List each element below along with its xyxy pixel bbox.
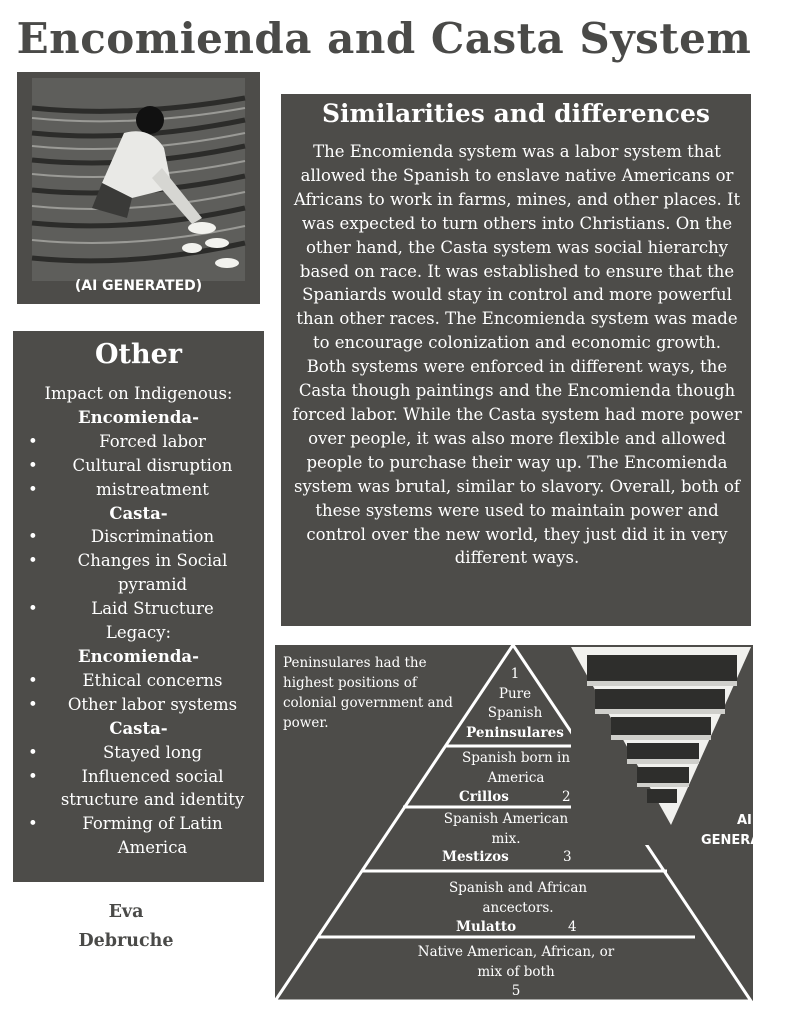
page-title: Encomienda and Casta System [16, 14, 752, 63]
ai-generated-caption-2 [701, 811, 788, 851]
level-4 [423, 879, 613, 918]
level-4-number: 4 [568, 919, 577, 935]
other-bullet-item: • Other labor systems [13, 693, 264, 717]
level-4-name: Mulatto [456, 919, 517, 935]
similarities-panel [281, 94, 751, 626]
other-bullet-item: • Changes in Social pyramid [13, 549, 264, 597]
other-bullet-item: • Stayed long [13, 741, 264, 765]
ai-caption-line-2: GENERATED [701, 833, 788, 848]
level-2-number: 2 [562, 789, 571, 805]
similarities-heading: Similarities and differences [321, 99, 710, 128]
level-3 [431, 810, 581, 849]
other-subheading: Encomienda- [78, 407, 199, 427]
other-bullet-item: • Laid Structure [13, 597, 264, 621]
level-2 [445, 749, 587, 788]
casta-painting-image-panel [571, 645, 788, 848]
level-1-number: 1 [510, 666, 520, 682]
other-bullet-item: • Cultural disruption [13, 454, 264, 478]
level-2-name: Crillos [459, 789, 509, 805]
other-subheading: Casta- [109, 503, 168, 523]
level-3-desc: Spanish American mix. [443, 811, 569, 847]
ai-caption-line-1: AI [737, 813, 752, 828]
similarities-body: The Encomienda system was a labor system that allowed the Spanish to enslave native Americans or Africans to work in farms, mines, and other places. It was expected to turn others into Christians. On the other hand, the Casta system was social hierarchy based on race. It was established to ensure that the Spaniards would stay in control and more powerful than other races. The Encomienda system was made to encourage colonization and economic growth. Both systems were enforced in different ways, the Casta though paintings and the Encomienda though forced labor. While the Casta system had more power over people, it was also more flexible and allowed people to purchase their way up. The Encomienda system was brutal, similar to slavory. Overall, both of these systems were used to maintain power and control over the new world, they just did it in very different ways. [292, 142, 742, 568]
level-1-name: Peninsulares [466, 724, 564, 741]
other-list [13, 382, 264, 860]
level-5-number: 5 [511, 983, 521, 999]
ai-generated-caption: (AI GENERATED) [74, 278, 203, 294]
casta-pyramid-panel [275, 645, 788, 1001]
author [40, 898, 212, 956]
other-bullet-item: • Discrimination [13, 525, 264, 549]
other-label: Impact on Indigenous: [44, 384, 233, 403]
level-3-name: Mestizos [442, 849, 509, 865]
other-bullet-item: • Ethical concerns [13, 669, 264, 693]
author-first-name: Eva [108, 902, 144, 922]
level-1 [457, 665, 573, 743]
level-1-desc: Pure Spanish [487, 685, 543, 721]
other-panel [13, 331, 264, 882]
other-bullet-item: • Forming of Latin America [13, 812, 264, 860]
author-last-name: Debruche [78, 931, 174, 951]
level-3-number: 3 [563, 849, 572, 865]
other-subheading: Encomienda- [78, 646, 199, 666]
other-bullet-item: • Forced labor [13, 430, 264, 454]
peninsulares-note: Peninsulares had the highest positions of colonial government and power. [283, 655, 453, 731]
farmer-image [32, 78, 245, 281]
level-4-desc: Spanish and African ancectors. [448, 880, 588, 916]
farmer-image-panel [17, 72, 260, 304]
other-bullet-item: • Influenced social structure and identity [13, 765, 264, 813]
other-bullet-item: • mistreatment [13, 478, 264, 502]
level-5 [411, 943, 621, 1002]
other-label: Legacy: [105, 623, 172, 643]
level-2-desc: Spanish born in America [461, 750, 571, 786]
other-subheading: Casta- [109, 718, 168, 738]
other-heading: Other [94, 339, 183, 370]
level-5-desc: Native American, African, or mix of both [417, 944, 615, 980]
